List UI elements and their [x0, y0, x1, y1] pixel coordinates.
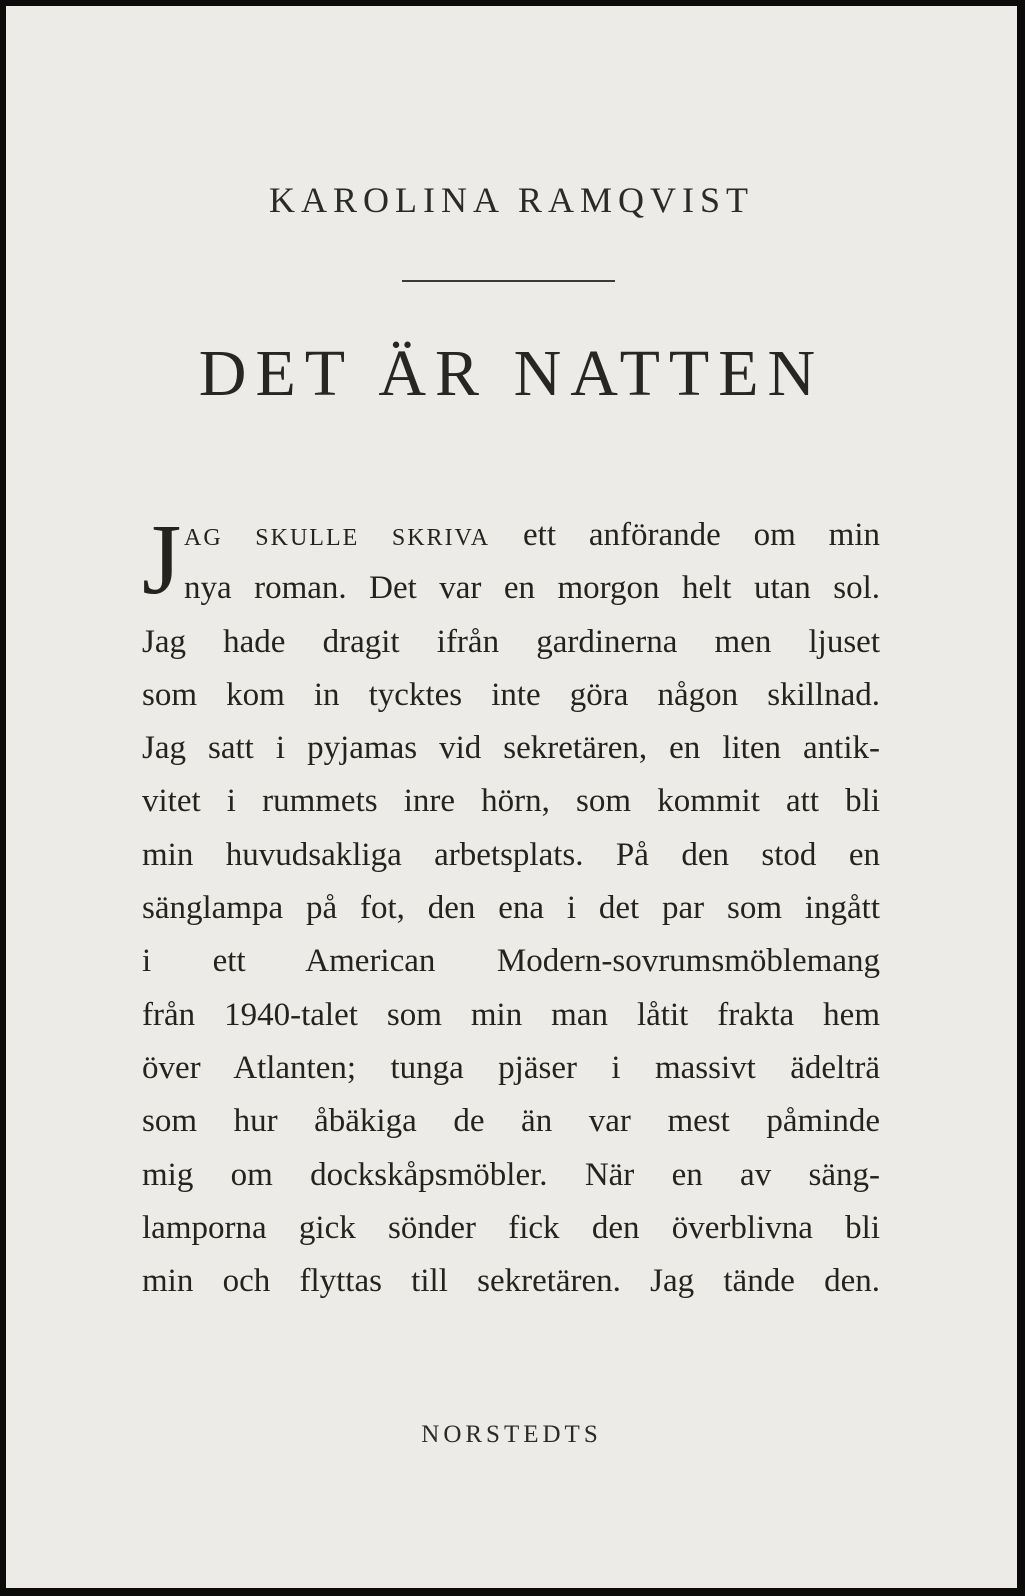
excerpt-line: nya roman. Det var en morgon helt utan sol. [184, 570, 880, 607]
drop-cap: J [142, 503, 182, 615]
excerpt-line: som hur åbäkiga de än var mest påminde [142, 1103, 880, 1140]
excerpt-line: mig om dockskåpsmöbler. När en av säng- [142, 1156, 880, 1193]
excerpt-small-caps: AG SKULLE SKRIVA [184, 525, 491, 551]
publisher-name: NORSTEDTS [421, 1421, 602, 1448]
excerpt-line: min och flyttas till sekretären. Jag tände den. [142, 1263, 880, 1300]
excerpt-line: Jag satt i pyjamas vid sekretären, en liten antik- [142, 730, 880, 767]
excerpt-line-text: ett anförande om min [523, 517, 881, 553]
book-cover [6, 6, 1017, 1588]
excerpt-line: i ett American Modern-sovrumsmöblemang [142, 943, 880, 980]
excerpt-line: över Atlanten; tunga pjäser i massivt ädelträ [142, 1049, 880, 1086]
excerpt-line: lamporna gick sönder fick den överblivna bli [142, 1209, 880, 1246]
title-divider [402, 280, 615, 282]
excerpt-line: min huvudsakliga arbetsplats. På den stod en [142, 836, 880, 873]
excerpt-line: från 1940-talet som min man låtit frakta hem [142, 996, 880, 1033]
excerpt-text [142, 503, 881, 1308]
book-title: DET ÄR NATTEN [198, 337, 825, 410]
excerpt-line: sänglampa på fot, den ena i det par som ingått [142, 890, 880, 927]
author-name: KAROLINA RAMQVIST [268, 180, 754, 220]
excerpt-line: Jag hade dragit ifrån gardinerna men ljuset [142, 623, 880, 660]
excerpt-line: vitet i rummets inre hörn, som kommit att bli [142, 783, 880, 820]
excerpt-line [142, 509, 880, 562]
excerpt-line: som kom in tycktes inte göra någon skillnad. [142, 676, 880, 713]
